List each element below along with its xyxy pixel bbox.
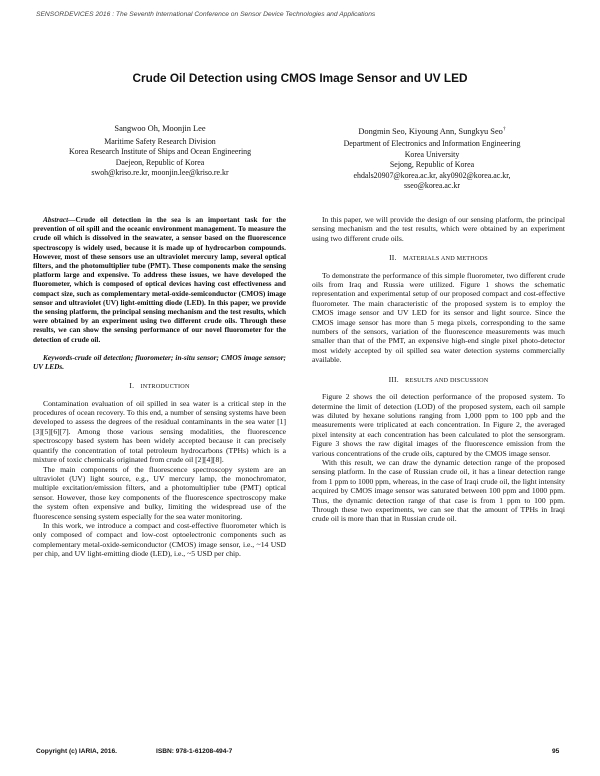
affiliation-line: Korea Research Institute of Ships and Ocean Engineering bbox=[68, 147, 252, 156]
affiliation-line: Maritime Safety Research Division bbox=[104, 136, 216, 146]
author-block-left bbox=[40, 124, 280, 179]
paragraph: With this result, we can draw the dynamic detection range of the proposed sensing platform. In the case of Russian crude oil, it has a linear detection range from 1 ppm to 1000 ppm, whereas, in the case of Iraqi crude oil, the light intensity acquired by CMOS image sensor was saturated between 100 ppm and 1000 ppm. Thus, the dynamic detection range of that case is from 1 ppm to 100 ppm. Through these two experiments, we can see that the amount of TPHs in Iraqi crude oil is more than that in Russian crude oil. bbox=[312, 457, 565, 524]
keywords: Keywords-crude oil detection; fluorometer; in-situ sensor; CMOS image sensor; UV LEDs. bbox=[33, 352, 286, 372]
right-column bbox=[312, 215, 565, 524]
paragraph: In this paper, we will provide the design of our sensing platform, the principal sensing mechanism and the test results, which were obtained by an experiment using two different crude oils. bbox=[312, 215, 565, 243]
abstract bbox=[33, 215, 286, 344]
paragraph: Contamination evaluation of oil spilled in sea water is a critical step in the procedures of ocean recovery. To this end, a number of sensing systems have been developed to assess the degrees of the residual contaminants in the sea water [1][3][5][6][7]. Among those various sensing modalities, the fluorescence spectroscopy based system has been widely accepted because it can precisely quantify the concentration of total petroleum hydrocarbons (TPHs) which is a mixture of toxic chemicals originated from crude oil [2][4][8]. bbox=[33, 398, 286, 465]
section-heading-results: III. RESULTS AND DISCUSSION bbox=[388, 374, 489, 384]
left-column bbox=[33, 215, 286, 559]
paragraph: The main components of the fluorescence spectroscopy system are an ultraviolet (UV) light source, e.g., UV mercury lamp, the monochromator, multiple excitation/emission filters, and a photomultiplier tube (PMT) optical sensor. However, those key components of the fluorescence spectroscopy make the system often expensive and bulky, limiting the widespread use of the fluorescence sensing system especially for the sea water monitoring. bbox=[33, 464, 286, 521]
affiliation-line: Daejeon, Republic of Korea bbox=[115, 157, 205, 167]
footer-isbn: ISBN: 978-1-61208-494-7 bbox=[156, 748, 233, 755]
author-emails: swoh@kriso.re.kr, moonjin.lee@kriso.re.kr bbox=[91, 168, 229, 177]
page-number: 95 bbox=[552, 748, 560, 755]
author-names-left: Sangwoo Oh, Moonjin Lee bbox=[114, 124, 206, 133]
abstract-label: Abstract bbox=[43, 215, 69, 224]
paragraph: In this work, we introduce a compact and cost-effective fluorometer which is only composed of compact and low-cost optoelectronic components such as complementary metal-oxide-semiconductor (CMOS) image sensor, i.e., ~14 USD per chip, and UV light-emitting diode (LED), i.e., ~5 USD per chip. bbox=[33, 520, 286, 559]
affiliation-line: Korea University bbox=[404, 149, 460, 159]
author-block-right bbox=[312, 124, 552, 192]
affiliation-line: Sejong, Republic of Korea bbox=[389, 160, 475, 170]
paragraph: To demonstrate the performance of this simple fluorometer, two different crude oils from Iraq and Russia were utilized. Figure 1 shows the schematic representation and experimental setup of our proposed compact and cost-effective fluorometer. The main characteristic of the proposed system is to employ the CMOS image sensor and UV LED for its sensor and light source. Since the CMOS image sensor has more than 5 mega pixels, corresponding to the same numbers of the sensors, variation of the fluorescence measurements was much smaller than that of the PMT, an expensive high-end single pixel photo-detector most widely accepted by oil spilled sea water detection systems commercially available. bbox=[312, 270, 565, 365]
author-emails: ehdals20907@korea.ac.kr, aky0902@korea.ac.kr, bbox=[353, 170, 511, 180]
affiliation-line: Department of Electronics and Information Engineering bbox=[343, 139, 521, 149]
running-header: SENSORDEVICES 2016 : The Seventh International Conference on Sensor Device Technologies and Applications bbox=[36, 11, 376, 18]
author-names-right: Dongmin Seo, Kiyoung Ann, Sungkyu Seo bbox=[358, 126, 503, 136]
section-heading-methods: II. MATERIALS AND METHODS bbox=[389, 253, 488, 263]
footer-copyright: Copyright (c) IARIA, 2016. bbox=[36, 748, 117, 755]
paper-title: Crude Oil Detection using CMOS Image Sensor and UV LED bbox=[132, 71, 468, 85]
paragraph: Figure 2 shows the oil detection performance of the proposed system. To determine the limit of detection (LOD) of the proposed system, each oil sample was diluted by hexane solutions ranging from 1,000 ppm to 100 ppb and the measurements were triplicated at each concentration. In Figure 2, the averaged pixel intensity at each concentration has been calculated to plot the sensorgram. Figure 3 shows the raw digital images of the fluorescence emission from the various concentrations of the crude oils, captured by the CMOS image sensor. bbox=[312, 392, 565, 458]
section-heading-introduction: I. INTRODUCTION bbox=[129, 381, 190, 391]
author-emails: sseo@korea.ac.kr bbox=[404, 181, 460, 191]
abstract-text: —Crude oil detection in the sea is an important task for the prevention of oil spill and the oceanic environment management. To measure the crude oil which is dissolved in the seawater, a sensor based on the fluorescence spectroscopy is widely used, because it is made up of hydrocarbon compounds. However, most of these sensors use an ultraviolet mercury lamp, several optical filters, and the photomultiplier tube (PMT). These components make the sensing platform large and expensive. To address these issues, we have developed the fluorometer, which is composed of optical devices having cost effectiveness and compact size, such as complementary metal-oxide-semiconductor (CMOS) image sensor and ultraviolet (UV) light-emitting diode (LED). In this paper, we provide the sensing platform, the principal sensing mechanism and the test results, which were obtained by an experiment using two different crude oils. Through these results, we can show the sensing performance of our novel fluorometer for the detection of crude oil. bbox=[33, 215, 286, 344]
corresponding-dagger: † bbox=[502, 126, 506, 132]
